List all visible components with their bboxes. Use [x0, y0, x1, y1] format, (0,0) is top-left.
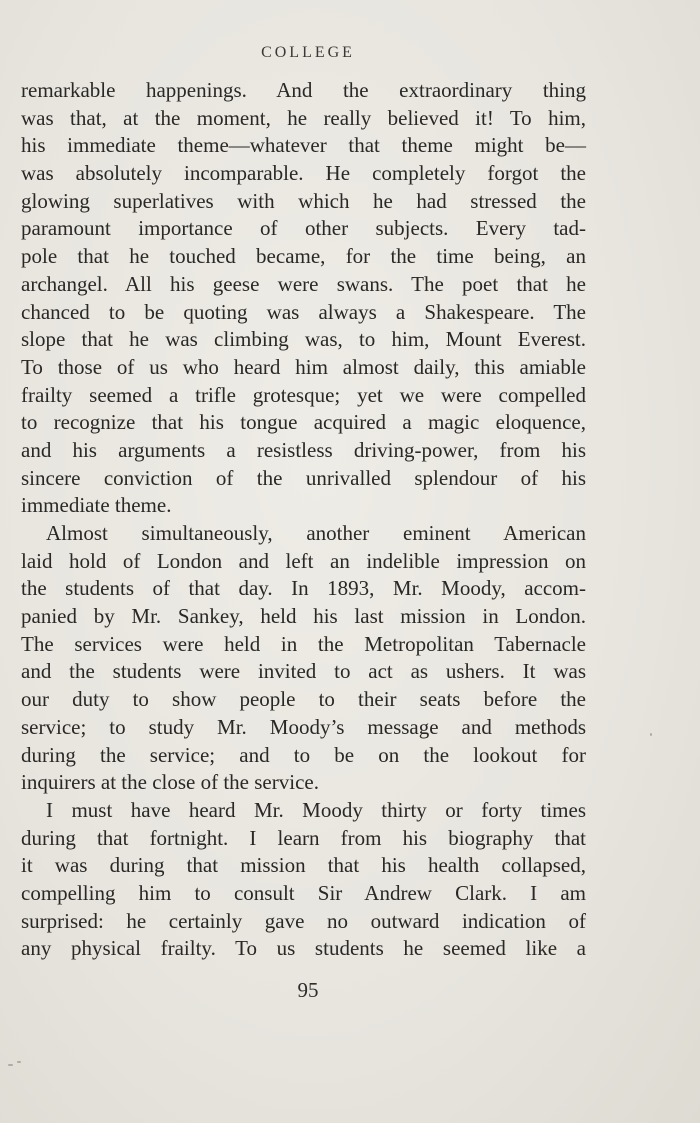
text-line: compelling him to consult Sir Andrew Clark. I am [21, 880, 586, 905]
text-line: inquirers at the close of the service. [21, 770, 319, 795]
body-text [21, 77, 586, 963]
text-line: glowing superlatives with which he had stressed the [21, 188, 586, 213]
text-line: slope that he was climbing was, to him, Mount Everest. [21, 327, 586, 352]
text-line: remarkable happenings. And the extraordinary thing [21, 78, 586, 102]
text-line: The services were held in the Metropolitan Tabernacle [21, 631, 586, 656]
paragraph [21, 520, 586, 797]
text-line: panied by Mr. Sankey, held his last mission in London. [21, 604, 586, 629]
text-line: any physical frailty. To us students he seemed like a [21, 936, 586, 961]
text-line: surprised: he certainly gave no outward indication of [21, 908, 586, 933]
paragraph [21, 77, 586, 520]
text-line: archangel. All his geese were swans. The poet that he [21, 271, 586, 296]
text-line: our duty to show people to their seats before the [21, 687, 586, 712]
text-line: was absolutely incomparable. He completely forgot the [21, 161, 586, 186]
text-line: sincere conviction of the unrivalled splendour of his [21, 465, 586, 490]
text-line: chanced to be quoting was always a Shakespeare. The [21, 299, 586, 324]
text-line: Almost simultaneously, another eminent American [46, 521, 586, 545]
text-line: paramount importance of other subjects. Every tad- [21, 216, 586, 241]
page-number: 95 [297, 978, 319, 1002]
text-line: the students of that day. In 1893, Mr. Moody, accom- [21, 576, 586, 601]
ink-speck [8, 1064, 13, 1066]
text-line: and the students were invited to act as ushers. It was [21, 659, 586, 684]
text-line: frailty seemed a trifle grotesque; yet we were compelled [21, 382, 586, 407]
text-line: I must have heard Mr. Moody thirty or forty times [46, 797, 586, 822]
paragraph [21, 797, 586, 963]
text-line: his immediate theme—whatever that theme might be— [21, 133, 586, 158]
text-line: to recognize that his tongue acquired a magic eloquence, [21, 410, 586, 435]
text-line: To those of us who heard him almost daily, this amiable [21, 354, 586, 379]
text-line: and his arguments a resistless driving-power, from his [21, 437, 586, 462]
text-line: laid hold of London and left an indelible impression on [21, 548, 586, 573]
text-line: during that fortnight. I learn from his biography that [21, 825, 586, 850]
ink-speck [650, 733, 652, 736]
text-line: during the service; and to be on the lookout for [21, 742, 586, 767]
text-line: immediate theme. [21, 493, 172, 518]
text-line: was that, at the moment, he really believed it! To him, [21, 105, 586, 130]
running-head: COLLEGE [261, 44, 355, 61]
text-line: it was during that mission that his health collapsed, [21, 853, 586, 878]
ink-speck [17, 1061, 21, 1063]
text-line: service; to study Mr. Moody’s message and methods [21, 714, 586, 739]
text-line: pole that he touched became, for the time being, an [21, 244, 586, 269]
